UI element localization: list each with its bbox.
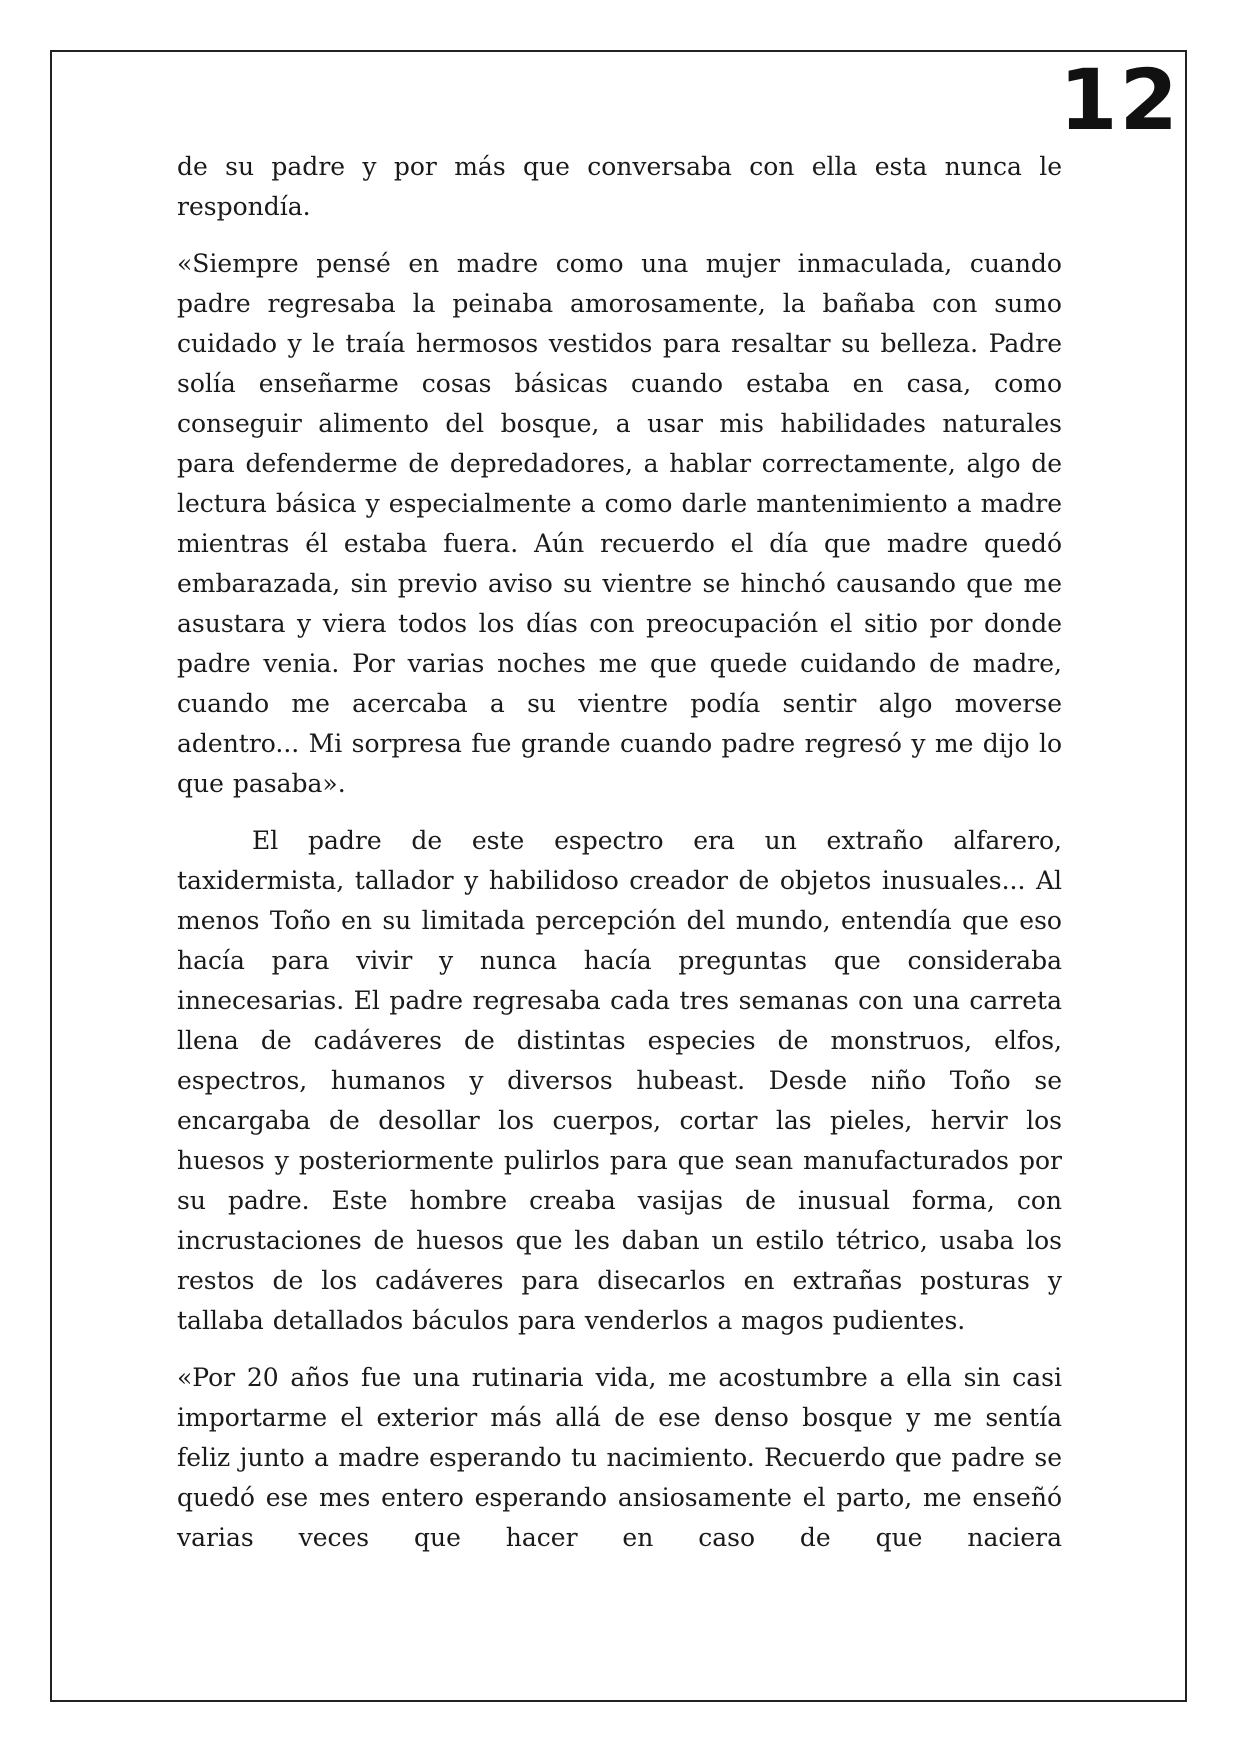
page-text: [177, 147, 1062, 1575]
paragraph-continuation: de su padre y por más que conversaba con ella esta nunca le respondía.: [177, 152, 1062, 221]
paragraph-quote-madre: «Siempre pensé en madre como una mujer inmaculada, cuando padre regresaba la peinaba amorosamente, la bañaba con sumo cuidado y le traía hermosos vestidos para resaltar su belleza. Padre solía enseñarme cosas básicas cuando estaba en casa, como conseguir alimento del bosque, a usar mis habilidades naturales para defenderme de depredadores, a hablar correctamente, algo de lectura básica y especialmente a como darle mantenimiento a madre mientras él estaba fuera. Aún recuerdo el día que madre quedó embarazada, sin previo aviso su vientre se hinchó causando que me asustara y viera todos los días con preocupación el sitio por donde padre venia. Por varias noches me que quede cuidando de madre, cuando me acercaba a su vientre podía sentir algo moverse adentro... Mi sorpresa fue grande cuando padre regresó y me dijo lo que pasaba».: [177, 249, 1062, 798]
paragraph-quote-rutina: «Por 20 años fue una rutinaria vida, me acostumbre a ella sin casi importarme el exterior más allá de ese denso bosque y me sentía feliz junto a madre esperando tu nacimiento. Recuerdo que padre se quedó ese mes entero esperando ansiosamente el parto, me enseñó varias veces que hacer en caso de que naciera: [177, 1363, 1062, 1552]
page-number: 12: [1059, 51, 1180, 149]
paragraph-padre-espectro: El padre de este espectro era un extraño alfarero, taxidermista, tallador y habilidoso creador de objetos inusuales... Al menos Toño en su limitada percepción del mundo, entendía que eso hacía para vivir y nunca hacía preguntas que consideraba innecesarias. El padre regresaba cada tres semanas con una carreta llena de cadáveres de distintas especies de monstruos, elfos, espectros, humanos y diversos hubeast. Desde niño Toño se encargaba de desollar los cuerpos, cortar las pieles, hervir los huesos y posteriormente pulirlos para que sean manufacturados por su padre. Este hombre creaba vasijas de inusual forma, con incrustaciones de huesos que les daban un estilo tétrico, usaba los restos de los cadáveres para disecarlos en extrañas posturas y tallaba detallados báculos para venderlos a magos pudientes.: [177, 826, 1062, 1335]
